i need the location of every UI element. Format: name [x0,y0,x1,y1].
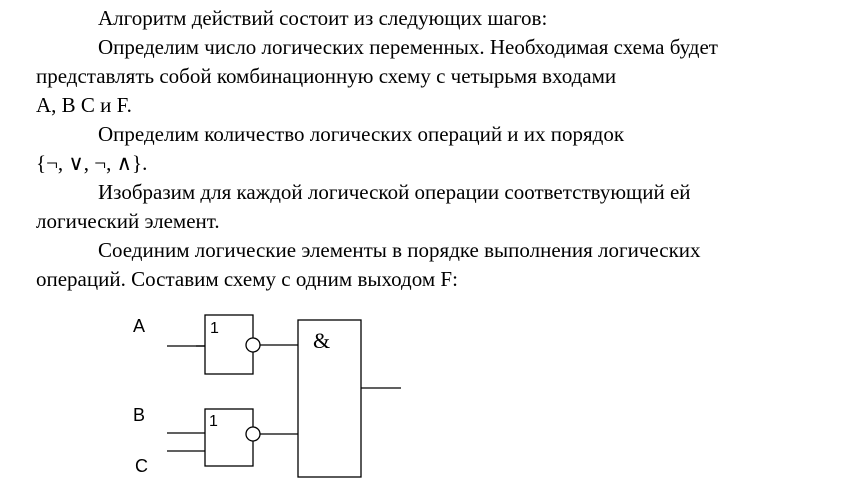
text-line-7: Изобразим для каждой логической операции соответствующий ей [98,180,691,204]
text-line-4: A, B C и F. [36,93,132,117]
text-line-9: Соединим логические элементы в порядке выполнения логических [98,238,701,262]
not-gate-bottom [167,409,298,466]
text-line-2: Определим число логических переменных. Необходимая схема будет [98,35,718,59]
and-gate [298,320,401,477]
text-line-5: Определим количество логических операций и их порядок [98,122,625,146]
not-gate-bottom-label: 1 [209,413,218,430]
input-label-a: A [133,316,146,336]
not-gate-top-label: 1 [210,320,219,337]
text-line-6: {¬, ∨, ¬, ∧}. [36,151,148,175]
inversion-bubble-bottom [246,427,260,441]
inversion-bubble-top [246,338,260,352]
not-gate-top [167,315,298,374]
text-line-1: Алгоритм действий состоит из следующих шагов: [98,6,548,30]
input-label-b: B [133,405,146,425]
and-gate-label: & [313,328,331,353]
text-line-8: логический элемент. [36,209,220,233]
input-label-c: C [135,456,148,476]
text-line-3: представлять собой комбинационную схему с четырьмя входами [36,64,617,88]
text-line-10: операций. Составим схему с одним выходом F: [36,267,458,291]
